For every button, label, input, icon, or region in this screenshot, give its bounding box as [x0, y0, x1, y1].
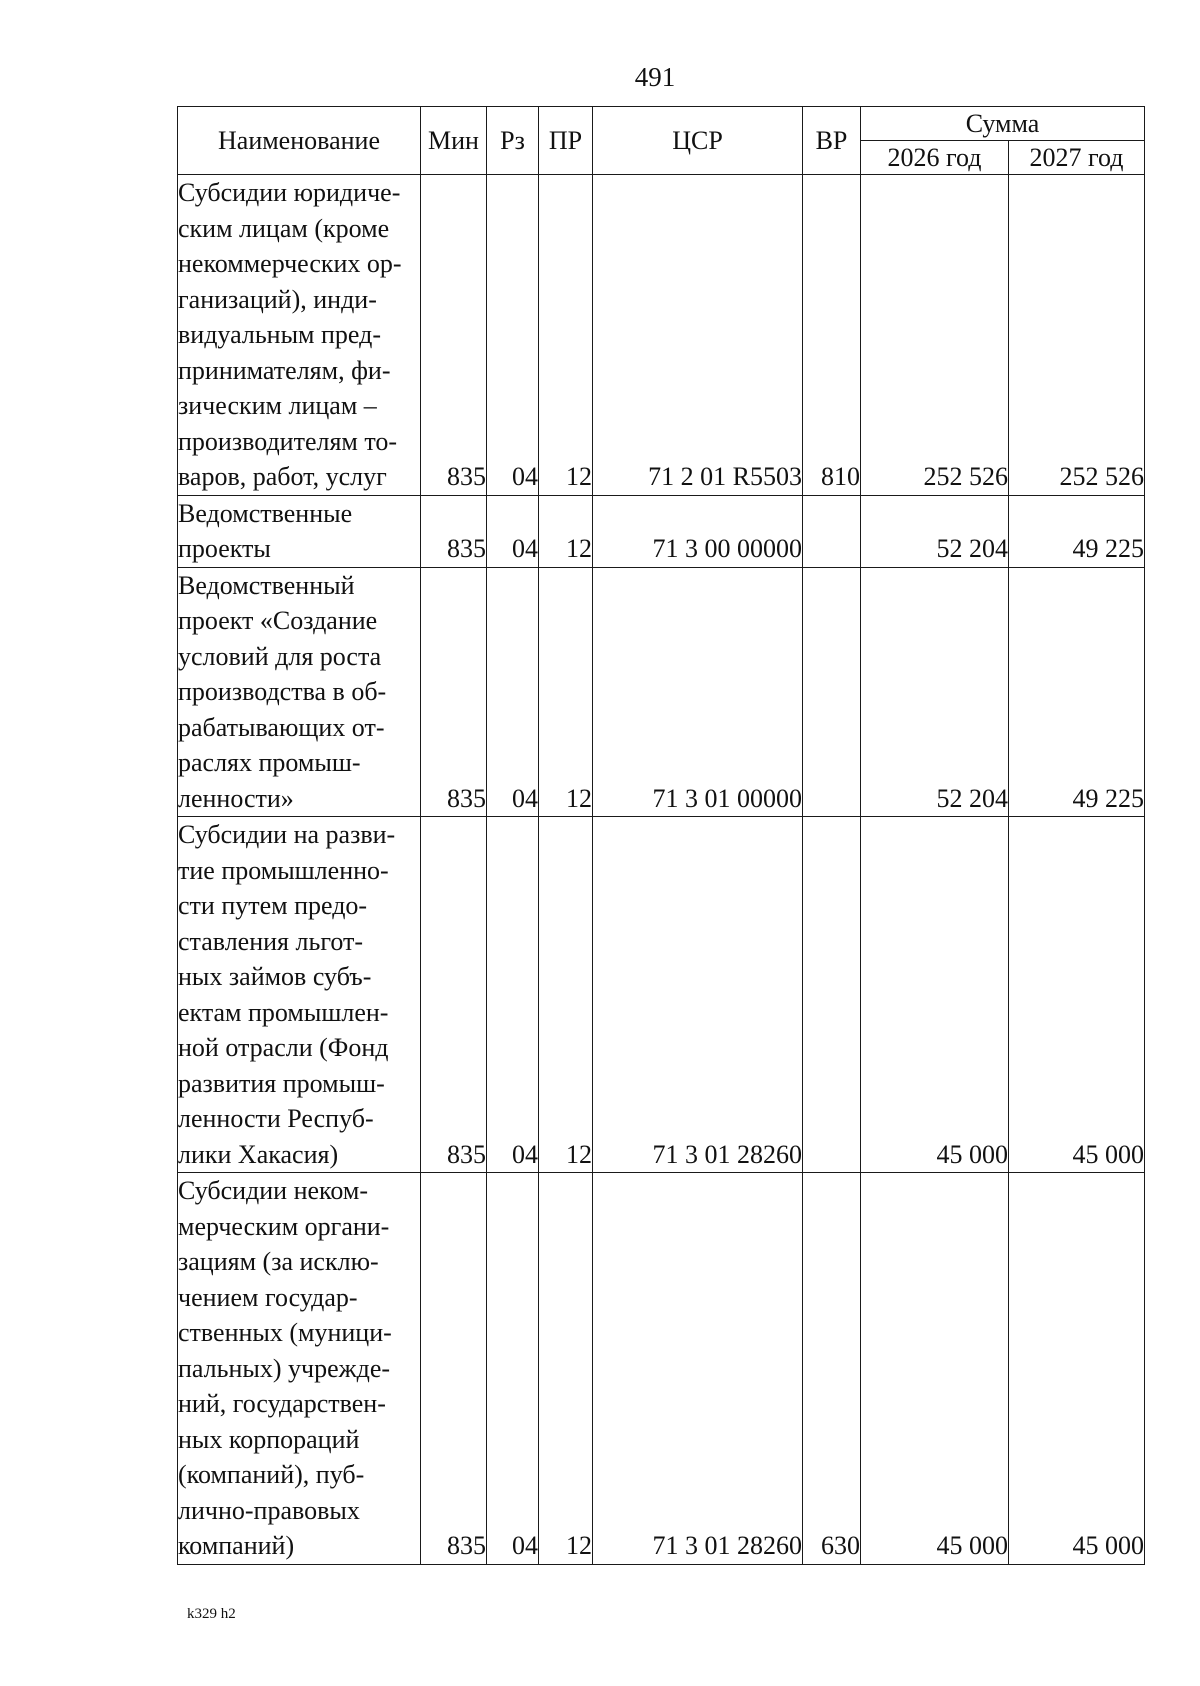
row-vr: 810 — [803, 175, 861, 496]
table-row — [178, 495, 1145, 567]
row-name-line: раслях промыш- — [178, 748, 361, 777]
row-name-line: зическим лицам – — [178, 391, 377, 420]
row-vr — [803, 567, 861, 817]
row-rz: 04 — [487, 817, 539, 1173]
row-name-line: проект «Создание — [178, 606, 378, 635]
header-vr: ВР — [803, 107, 861, 175]
budget-table — [177, 106, 1145, 1565]
row-min: 835 — [421, 495, 487, 567]
row-sum-2026: 252 526 — [861, 175, 1009, 496]
row-name-line: видуальным пред- — [178, 320, 382, 349]
row-name-line: ний, государствен- — [178, 1389, 386, 1418]
row-name-line: Ведомственные — [178, 498, 353, 528]
row-name-line: ной отрасли (Фонд — [178, 1033, 389, 1062]
row-name-line: ных займов субъ- — [178, 962, 372, 991]
row-name-line: пальных) учрежде- — [178, 1353, 391, 1383]
header-year-2027: 2027 год — [1009, 141, 1145, 175]
table-row — [178, 175, 1145, 496]
row-name-line: (компаний), пуб- — [178, 1460, 365, 1489]
row-name-line: рабатывающих от- — [178, 712, 385, 742]
row-name-line: ектам промышлен- — [178, 997, 389, 1027]
row-sum-2027: 252 526 — [1009, 175, 1145, 496]
row-name-line: ганизаций), инди- — [178, 284, 377, 314]
row-name-line: варов, работ, услуг — [178, 462, 387, 491]
row-name-line: ленности» — [178, 783, 294, 813]
row-pr: 12 — [539, 817, 593, 1173]
row-name-line: зациям (за исклю- — [178, 1247, 379, 1276]
header-min: Мин — [421, 107, 487, 175]
row-csr: 71 3 01 28260 — [593, 1173, 803, 1565]
table-body — [178, 175, 1145, 1565]
row-name — [178, 1173, 421, 1565]
row-name-line: принимателям, фи- — [178, 355, 391, 385]
row-min: 835 — [421, 567, 487, 817]
row-name-line: мерческим органи- — [178, 1211, 390, 1241]
row-name-line: условий для роста — [178, 641, 382, 671]
header-pr: ПР — [539, 107, 593, 175]
row-name-line: проекты — [178, 534, 271, 563]
row-vr — [803, 495, 861, 567]
row-name-line: лично-правовых — [178, 1495, 360, 1525]
header-name: Наименование — [178, 107, 421, 175]
row-rz: 04 — [487, 1173, 539, 1565]
row-pr: 12 — [539, 175, 593, 496]
row-sum-2027: 45 000 — [1009, 1173, 1145, 1565]
row-name-line: ским лицам (кроме — [178, 213, 390, 243]
row-name-line: тие промышленно- — [178, 855, 389, 885]
row-name-line: сти путем предо- — [178, 891, 368, 920]
row-name — [178, 817, 421, 1173]
row-name-line: компаний) — [178, 1531, 295, 1560]
header-year-2026: 2026 год — [861, 141, 1009, 175]
row-csr: 71 2 01 R5503 — [593, 175, 803, 496]
table-row — [178, 1173, 1145, 1565]
row-name-line: Ведомственный — [178, 570, 355, 600]
row-name-line: чением государ- — [178, 1282, 358, 1312]
row-name-line: ленности Респуб- — [178, 1104, 374, 1133]
table-row — [178, 567, 1145, 817]
row-vr — [803, 817, 861, 1173]
row-csr: 71 3 01 28260 — [593, 817, 803, 1173]
row-min: 835 — [421, 1173, 487, 1565]
row-name — [178, 495, 421, 567]
row-name-line: Субсидии юридиче- — [178, 178, 401, 207]
row-sum-2026: 45 000 — [861, 817, 1009, 1173]
row-sum-2027: 49 225 — [1009, 567, 1145, 817]
row-name-line: Субсидии неком- — [178, 1176, 368, 1205]
row-csr: 71 3 00 00000 — [593, 495, 803, 567]
table-row — [178, 817, 1145, 1173]
row-name — [178, 175, 421, 496]
table-header — [178, 107, 1145, 175]
row-sum-2026: 52 204 — [861, 567, 1009, 817]
row-name-line: ставления льгот- — [178, 926, 364, 956]
row-name-line: ных корпораций — [178, 1424, 360, 1454]
header-sum: Сумма — [861, 107, 1145, 141]
row-name-line: развития промыш- — [178, 1068, 385, 1098]
row-rz: 04 — [487, 495, 539, 567]
row-name-line: Субсидии на разви- — [178, 820, 396, 849]
row-sum-2026: 45 000 — [861, 1173, 1009, 1565]
row-pr: 12 — [539, 495, 593, 567]
row-sum-2026: 52 204 — [861, 495, 1009, 567]
row-name-line: производства в об- — [178, 677, 387, 706]
row-rz: 04 — [487, 567, 539, 817]
row-pr: 12 — [539, 1173, 593, 1565]
header-csr: ЦСР — [593, 107, 803, 175]
row-min: 835 — [421, 175, 487, 496]
row-name — [178, 567, 421, 817]
row-csr: 71 3 01 00000 — [593, 567, 803, 817]
row-name-line: некоммерческих ор- — [178, 249, 402, 278]
row-sum-2027: 49 225 — [1009, 495, 1145, 567]
footer-code: k329 h2 — [187, 1606, 236, 1622]
row-sum-2027: 45 000 — [1009, 817, 1145, 1173]
row-pr: 12 — [539, 567, 593, 817]
row-name-line: производителям то- — [178, 426, 398, 456]
row-name-line: лики Хакасия) — [178, 1139, 339, 1169]
row-vr: 630 — [803, 1173, 861, 1565]
row-min: 835 — [421, 817, 487, 1173]
page-number: 491 — [634, 62, 676, 92]
row-name-line: ственных (муници- — [178, 1318, 392, 1347]
header-rz: Рз — [487, 107, 539, 175]
row-rz: 04 — [487, 175, 539, 496]
